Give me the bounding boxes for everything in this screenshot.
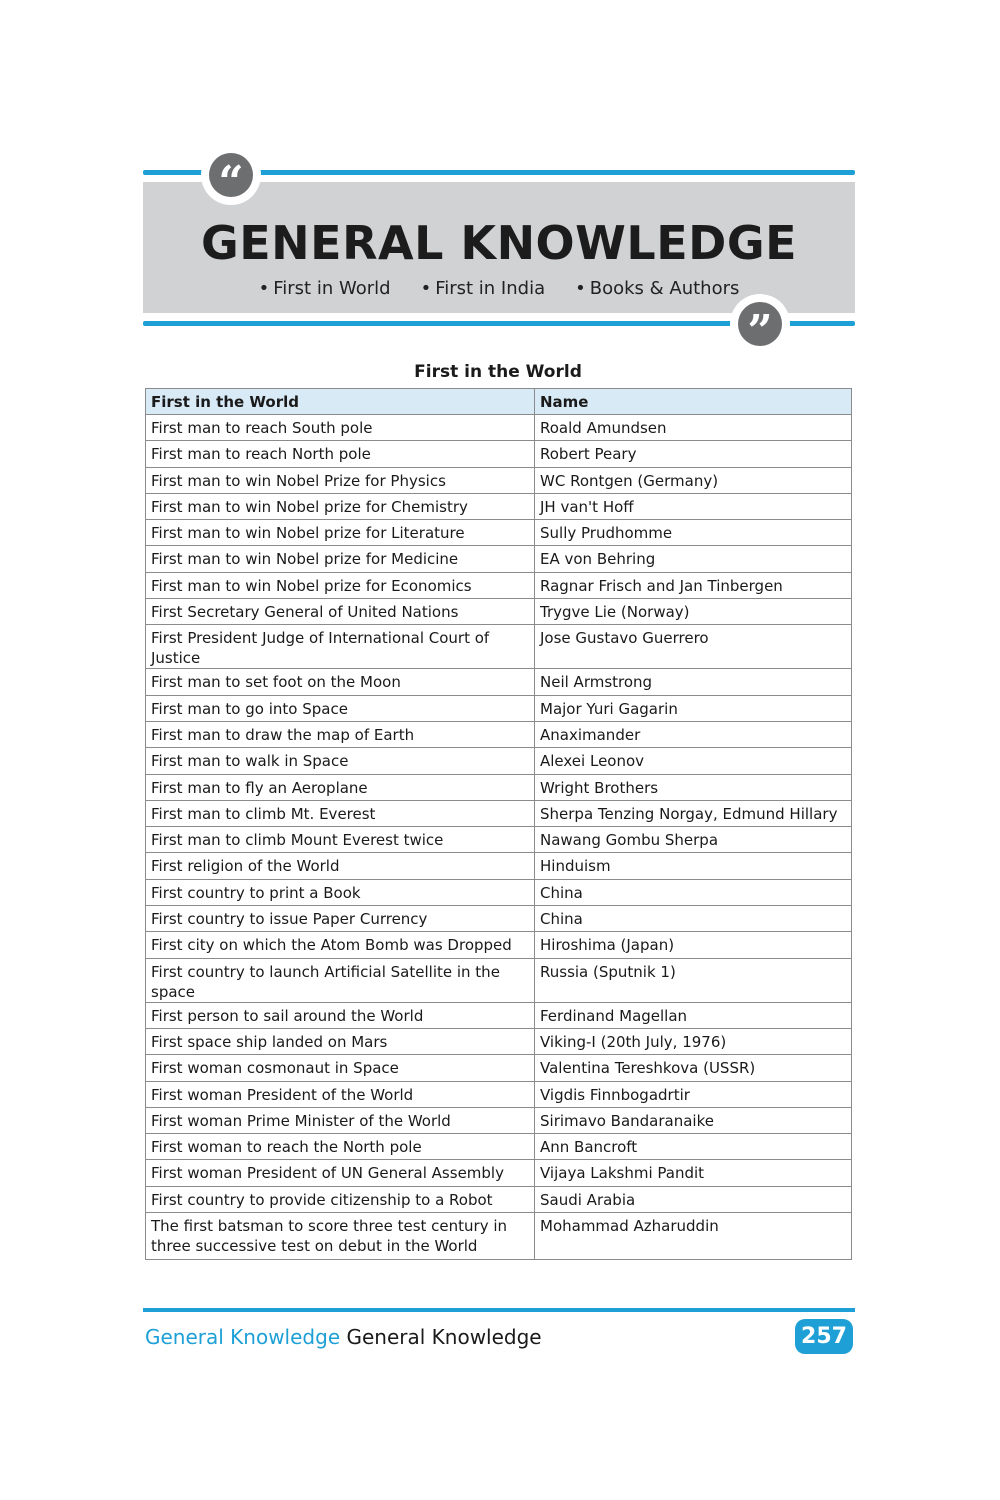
footer-rule: [143, 1308, 855, 1312]
row-name: WC Rontgen (Germany): [535, 467, 852, 493]
row-first: First country to provide citizenship to a Robot: [146, 1186, 535, 1212]
row-first: First space ship landed on Mars: [146, 1028, 535, 1054]
row-first: First Secretary General of United Nations: [146, 599, 535, 625]
row-name: Major Yuri Gagarin: [535, 695, 852, 721]
table-row: [146, 1160, 852, 1186]
table-row: [146, 721, 852, 747]
row-name: Nawang Gombu Sherpa: [535, 827, 852, 853]
open-quote-icon: “: [209, 153, 253, 197]
row-first: First man to win Nobel Prize for Physics: [146, 467, 535, 493]
topic-first-in-world: • First in World: [259, 278, 391, 299]
row-name: Wright Brothers: [535, 774, 852, 800]
topic-first-in-india: • First in India: [421, 278, 546, 299]
row-first: First man to walk in Space: [146, 748, 535, 774]
row-first: First man to win Nobel prize for Literature: [146, 520, 535, 546]
row-name: Russia (Sputnik 1): [535, 958, 852, 1002]
row-first: First President Judge of International Court of Justice: [146, 625, 535, 669]
table-row: [146, 546, 852, 572]
row-first: First woman Prime Minister of the World: [146, 1107, 535, 1133]
row-name: Trygve Lie (Norway): [535, 599, 852, 625]
row-first: First woman cosmonaut in Space: [146, 1055, 535, 1081]
row-name: Valentina Tereshkova (USSR): [535, 1055, 852, 1081]
row-name: Vigdis Finnbogadrtir: [535, 1081, 852, 1107]
table-row: [146, 1186, 852, 1212]
row-name: China: [535, 906, 852, 932]
row-first: First woman President of the World: [146, 1081, 535, 1107]
table-row: [146, 1002, 852, 1028]
row-first: First man to draw the map of Earth: [146, 721, 535, 747]
chapter-title: GENERAL KNOWLEDGE: [200, 216, 798, 270]
row-first: First man to climb Mt. Everest: [146, 800, 535, 826]
table-row: [146, 415, 852, 441]
row-name: Robert Peary: [535, 441, 852, 467]
table-row: [146, 774, 852, 800]
table-header-row: [146, 389, 852, 415]
row-name: Sully Prudhomme: [535, 520, 852, 546]
page-number-badge: 257: [795, 1319, 853, 1354]
table-row: [146, 1134, 852, 1160]
row-first: First man to go into Space: [146, 695, 535, 721]
row-name: Viking-I (20th July, 1976): [535, 1028, 852, 1054]
row-name: Saudi Arabia: [535, 1186, 852, 1212]
row-first: First city on which the Atom Bomb was Dropped: [146, 932, 535, 958]
table-row: [146, 441, 852, 467]
first-in-world-table: [145, 388, 852, 1260]
row-first: The first batsman to score three test century in three successive test on debut in the World: [146, 1213, 535, 1260]
row-first: First man to reach South pole: [146, 415, 535, 441]
row-name: Ferdinand Magellan: [535, 1002, 852, 1028]
row-first: First man to set foot on the Moon: [146, 669, 535, 695]
row-name: Sherpa Tenzing Norgay, Edmund Hillary: [535, 800, 852, 826]
table-row: [146, 520, 852, 546]
row-name: Ann Bancroft: [535, 1134, 852, 1160]
table-row: [146, 599, 852, 625]
row-first: First woman President of UN General Assembly: [146, 1160, 535, 1186]
row-first: First man to fly an Aeroplane: [146, 774, 535, 800]
row-name: EA von Behring: [535, 546, 852, 572]
table-row: [146, 748, 852, 774]
table-row: [146, 800, 852, 826]
table-row: [146, 1213, 852, 1260]
table-row: [146, 958, 852, 1002]
table-row: [146, 572, 852, 598]
topic-books-authors: • Books & Authors: [575, 278, 739, 299]
table-row: [146, 827, 852, 853]
row-name: Roald Amundsen: [535, 415, 852, 441]
row-name: Ragnar Frisch and Jan Tinbergen: [535, 572, 852, 598]
row-name: Anaximander: [535, 721, 852, 747]
row-first: First country to issue Paper Currency: [146, 906, 535, 932]
row-name: JH van't Hoff: [535, 493, 852, 519]
row-name: China: [535, 879, 852, 905]
row-first: First country to print a Book: [146, 879, 535, 905]
table-row: [146, 493, 852, 519]
footer-section-label: General Knowledge: [145, 1325, 341, 1349]
row-name: Jose Gustavo Guerrero: [535, 625, 852, 669]
close-quote-badge: [730, 294, 790, 357]
column-header-first: First in the World: [146, 389, 535, 415]
table-row: [146, 669, 852, 695]
footer-book-label: General Knowledge: [346, 1325, 542, 1349]
row-name: Vijaya Lakshmi Pandit: [535, 1160, 852, 1186]
row-name: Hinduism: [535, 853, 852, 879]
open-quote-badge: [201, 145, 261, 208]
table-row: [146, 1107, 852, 1133]
row-first: First man to climb Mount Everest twice: [146, 827, 535, 853]
table-row: [146, 1081, 852, 1107]
table-row: [146, 906, 852, 932]
table-row: [146, 879, 852, 905]
row-first: First man to win Nobel prize for Chemistry: [146, 493, 535, 519]
table-row: [146, 625, 852, 669]
row-name: Hiroshima (Japan): [535, 932, 852, 958]
table-row: [146, 1055, 852, 1081]
column-header-name: Name: [535, 389, 852, 415]
close-quote-icon: ”: [738, 302, 782, 346]
row-first: First person to sail around the World: [146, 1002, 535, 1028]
table-row: [146, 695, 852, 721]
table-row: [146, 932, 852, 958]
table-row: [146, 467, 852, 493]
row-first: First man to win Nobel prize for Economics: [146, 572, 535, 598]
row-first: First man to win Nobel prize for Medicine: [146, 546, 535, 572]
table-row: [146, 853, 852, 879]
row-first: First woman to reach the North pole: [146, 1134, 535, 1160]
table-row: [146, 1028, 852, 1054]
row-name: Sirimavo Bandaranaike: [535, 1107, 852, 1133]
row-name: Mohammad Azharuddin: [535, 1213, 852, 1260]
table-title: First in the World: [414, 362, 582, 382]
running-footer: [145, 1325, 542, 1349]
row-name: Alexei Leonov: [535, 748, 852, 774]
row-first: First country to launch Artificial Satellite in the space: [146, 958, 535, 1002]
row-name: Neil Armstrong: [535, 669, 852, 695]
chapter-topics: [143, 278, 855, 299]
row-first: First man to reach North pole: [146, 441, 535, 467]
chapter-banner: [143, 157, 855, 357]
row-first: First religion of the World: [146, 853, 535, 879]
